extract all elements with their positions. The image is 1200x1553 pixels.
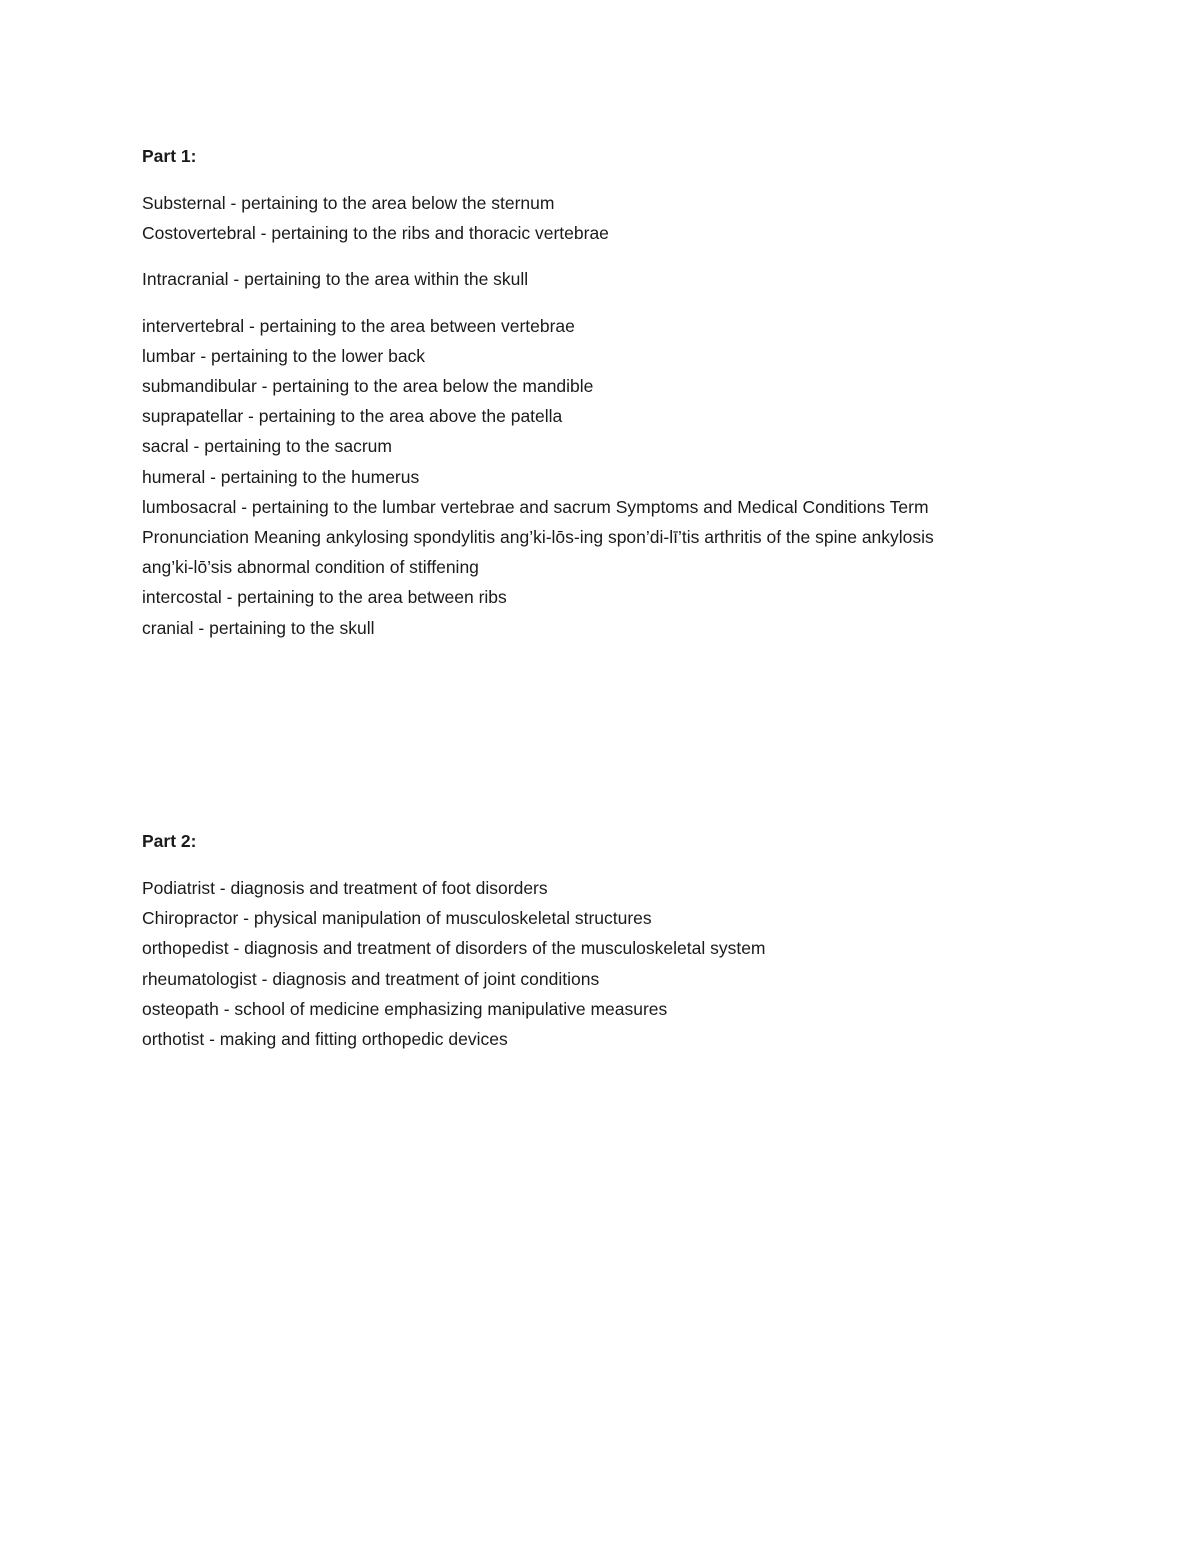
- definition-line: Podiatrist - diagnosis and treatment of foot disorders: [142, 878, 548, 898]
- part-2-heading: Part 2:: [142, 831, 197, 851]
- definition-line: orthopedist - diagnosis and treatment of disorders of the musculoskeletal system: [142, 938, 766, 959]
- part-1-section: [142, 144, 1102, 643]
- definition-line: lumbosacral - pertaining to the lumbar vertebrae and sacrum Symptoms and Medical Conditions Term: [142, 496, 929, 517]
- definition-line: intercostal - pertaining to the area between ribs: [142, 587, 507, 608]
- definition-line: orthotist - making and fitting orthopedic devices: [142, 1029, 508, 1050]
- definition-line: intervertebral - pertaining to the area between vertebrae: [142, 315, 575, 336]
- definition-line: Pronunciation Meaning ankylosing spondylitis ang’ki-lōs-ing spon’di-lī’tis arthritis of the spine ankylosis: [142, 527, 934, 548]
- definition-line: Substernal - pertaining to the area below the sternum: [142, 193, 555, 213]
- definition-line: humeral - pertaining to the humerus: [142, 466, 420, 487]
- definition-line: osteopath - school of medicine emphasizing manipulative measures: [142, 998, 668, 1019]
- definition-line: cranial - pertaining to the skull: [142, 617, 375, 638]
- definition-line: suprapatellar - pertaining to the area above the patella: [142, 406, 563, 427]
- part-2-section: [142, 829, 1102, 1054]
- definition-line: sacral - pertaining to the sacrum: [142, 436, 392, 457]
- definition-line: Costovertebral - pertaining to the ribs and thoracic vertebrae: [142, 223, 609, 244]
- definition-line: Chiropractor - physical manipulation of musculoskeletal structures: [142, 908, 652, 929]
- definition-line: ang’ki-lō’sis abnormal condition of stiffening: [142, 557, 479, 578]
- definition-line: lumbar - pertaining to the lower back: [142, 345, 426, 366]
- definition-line: submandibular - pertaining to the area below the mandible: [142, 376, 594, 397]
- definition-line: Intracranial - pertaining to the area within the skull: [142, 269, 529, 290]
- definition-line: rheumatologist - diagnosis and treatment of joint conditions: [142, 968, 600, 989]
- part-1-heading: Part 1:: [142, 146, 197, 166]
